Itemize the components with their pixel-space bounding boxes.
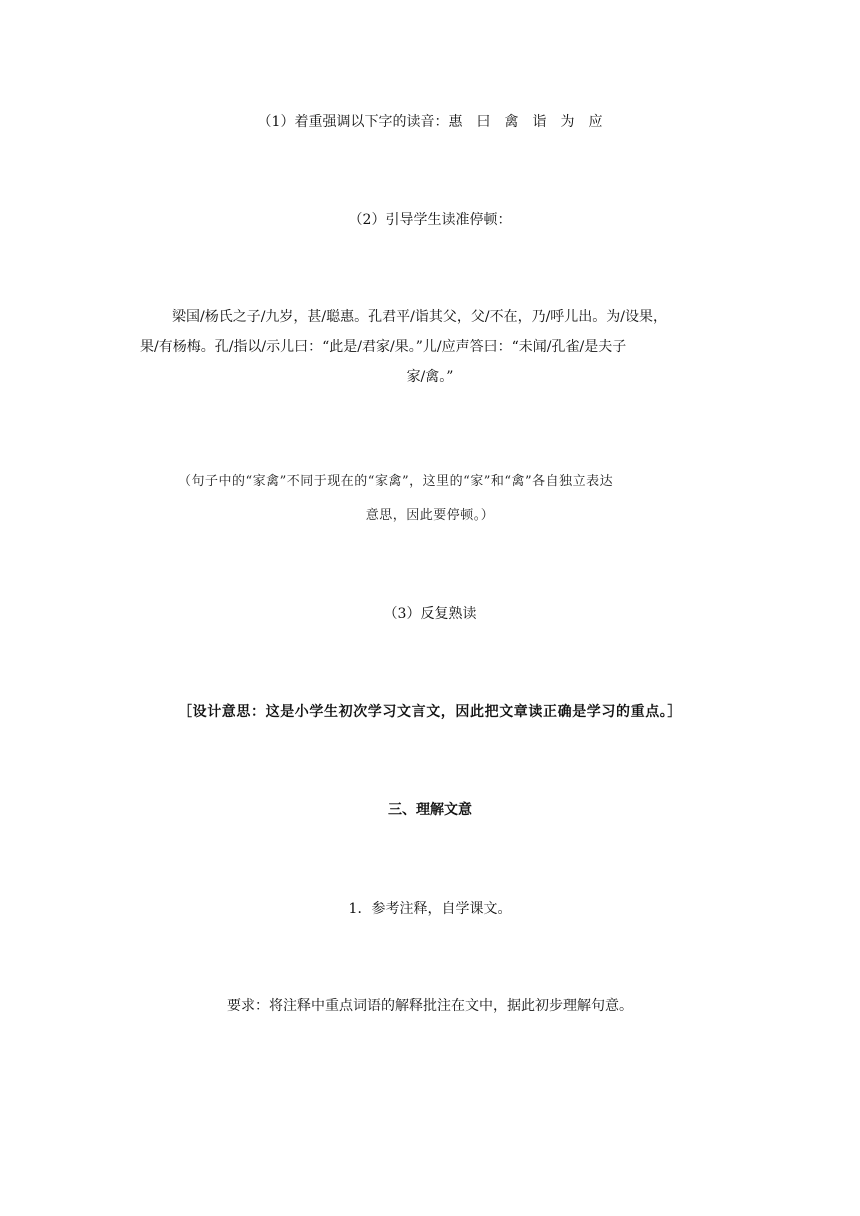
passage-line-3: 家/禽。” [406, 369, 454, 385]
step-1: 1．参考注释，自学课文。 [348, 901, 512, 917]
design-intent-note: ［设计意思：这是小学生初次学习文言文，因此把文章读正确是学习的重点。］ [178, 704, 682, 720]
requirement-text: 要求：将注释中重点词语的解释批注在文中，据此初步理解句意。 [227, 998, 633, 1014]
passage-line-1: 梁国/杨氏之子/九岁，甚/聪惠。孔君平/诣其父，父/不在，乃/呼儿出。为/设果， [172, 309, 668, 325]
reread-item: （3）反复熟读 [383, 606, 477, 622]
passage-line-2: 果/有杨梅。孔/指以/示儿曰：“此是/君家/果。”儿/应声答曰：“未闻/孔雀/是夫子 [140, 339, 627, 355]
passage-with-pauses [140, 302, 720, 392]
pronunciation-item: （1）着重强调以下字的读音：惠 曰 禽 诣 为 应 [257, 114, 603, 130]
pause-note-line-2: 意思，因此要停顿。） [365, 508, 495, 523]
pause-note-line-1: （句子中的“家禽”不同于现在的“家禽”，这里的“家”和“禽”各自独立表达 [178, 474, 614, 489]
section-title: 三、理解文意 [388, 802, 472, 818]
pause-heading: （2）引导学生读准停顿： [348, 212, 512, 228]
pause-note [140, 465, 720, 533]
